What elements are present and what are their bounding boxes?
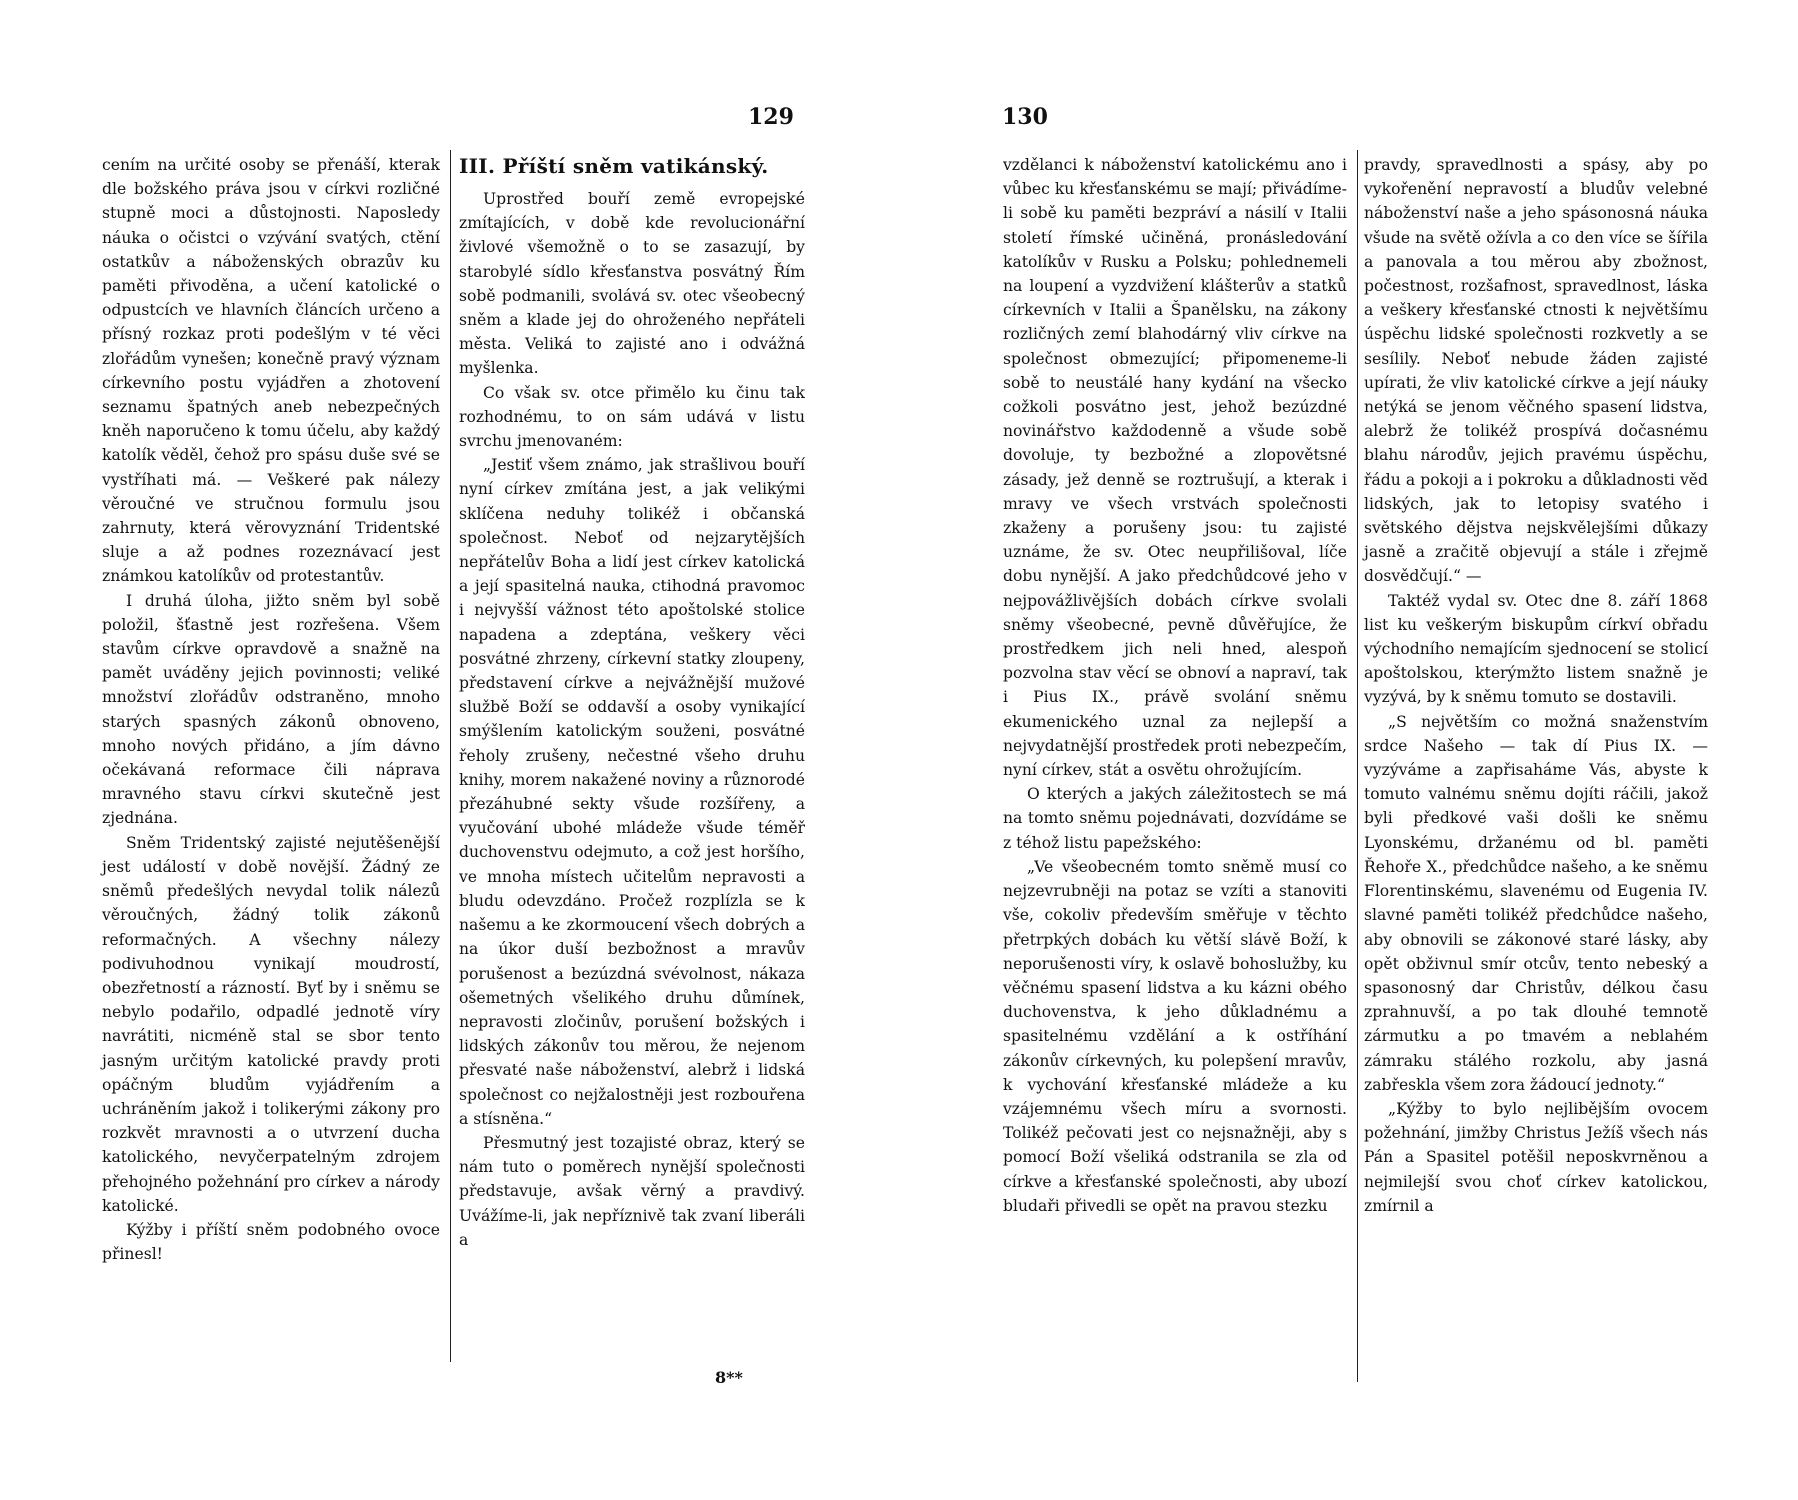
paragraph: Taktéž vydal sv. Otec dne 8. září 1868 list ku veškerým biskupům církví obřadu východního nemajícím sjednocení se stolicí apoštolskou, kterýmžto listem snažně je vyzývá, by k sněmu tomuto se dostavili.: [1364, 591, 1708, 707]
paragraph: „S největším co možná snaženstvím srdce Našeho — tak dí Pius IX. — vyzýváme a zapřisaháme Vás, abyste k tomuto valnému sněmu dojíti ráčili, jakož byli předkové vaši došli ke sněmu Lyonskému, držanému od bl. paměti Řehoře X., předchůdce našeho, a ke sněmu Florentinskému, slavenému od Eugenia IV. slavné paměti tolikéž předchůdce našeho, aby obnovili se zákonové staré lásky, aby opět obživnul smír otcův, tento nebeský a spasonosný dar Christův, délkou času zprahnuvší, a po tak dlouhé temnotě zármutku a po tmavém a neblahém zámraku stálého rozkolu, aby jasná zabřeskla všem zora žádoucí jednoty.“: [1364, 712, 1708, 1094]
signature-mark: 8**: [715, 1368, 743, 1387]
paragraph: Kýžby i příští sněm podobného ovoce přinesl!: [102, 1220, 440, 1264]
paragraph: cením na určité osoby se přenáší, kterak dle božského práva jsou v církvi rozličné stupně moci a důstojnosti. Naposledy náuka o očistci o vzývání svatých, ctění ostatkův a náboženských obrazův ku paměti přivoděna, a učení katolické o odpustcích ve hlavních článcích určeno a přísný rozkaz proti podešlým v té věci zlořádům vynešen; konečně pravý význam církevního postu vyjádřen a zhotovení seznamu špatných aneb nebezpečných kněh naporučeno k tomu účelu, aby každý katolík věděl, čehož pro spásu duše své se vystříhati má. — Veškeré pak nálezy věroučné ve stručnou formulu jsou zahrnuty, která věrovyznání Tridentské sluje a až podnes rozeznávací jest známkou katolíkův od protestantův.: [102, 156, 440, 586]
paragraph: Co však sv. otce přimělo ku činu tak rozhodnému, to on sám udává v listu svrchu jmenovaném:: [459, 383, 805, 451]
paragraph: O kterých a jakých záležitostech se má na tomto sněmu pojednávati, dozvídáme se z téhož listu papežského:: [1003, 785, 1347, 852]
page-number-right: 130: [1002, 104, 1048, 130]
page-number-left: 129: [748, 104, 794, 130]
paragraph: „Jestiť všem známo, jak strašlivou bouří nyní církev zmítána jest, a jak velikými sklíčena neduhy tolikéž i občanská společnost. Neboť od nejzarytějších nepřátelův Boha a lidí jest církev katolická a její spasitelná nauka, ctihodná pravomoc i nejvyšší vážnost této apoštolské stolice napadena a zdeptána, veškery věci posvátné zhrzeny, církevní statky zloupeny, představení církve a nejvážnější mužové službě Boží se oddavší a osoby vynikající smýšlením katolickým souženi, posvátné řeholy zrušeny, nečestné všeho druhu knihy, morem nakažené noviny a různorodé přezáhubné sekty všude rozšířeny, a vyučování ubohé mládeže všude téměř duchovenstvu odejmuto, a což jest horšího, ve mnoha místech učitelům nepravosti a bludu odevzdáno. Pročež rozplízla se k našemu a ke zkormoucení všech dobrých a na úkor duší bezbožnost a mravův porušenost a bezúzdná svévolnost, nákaza ošemetných všelikého druhu důmínek, nepravosti zločinův, porušení božských i lidských zákonův tou měrou, že nejenom přesvaté naše náboženství, alebrž i lidská společnost co nejžalostněji jest rozbouřena a stísněna.“: [459, 456, 805, 1128]
left-column-b: [459, 153, 805, 1252]
section-heading: III. Příští sněm vatikánský.: [459, 154, 769, 178]
right-column-b: [1364, 153, 1708, 1218]
paragraph: Uprostřed bouří země evropejské zmítajících, v době kde revolucionářní živlové všemožně o to se zasazují, by starobylé sídlo křesťanstva posvátný Řím sobě podmanili, svolává sv. otec všeobecný sněm a klade jej do ohroženého nepřáteli města. Veliká to zajisté ano i odvážná myšlenka.: [459, 190, 805, 378]
paragraph: vzdělanci k náboženství katolickému ano i vůbec ku křesťanskému se mají; přivádíme-li sobě ku paměti bezpráví a násilí v Italii století římské učiněná, pronásledování katolíkův v Rusku a Polsku; pohlednemeli na loupení a vyzdvižení klášterův a statků církevních v Italii a Španělsku, na zákony rozličných zemí blahodárný vliv církve na společnost obmezující; připomeneme-li sobě to neustálé hany kydání na všecko cožkoli posvátno jest, jehož bezúzdné novinářstvo každodenně a všude sobě dovoluje, ty bezbožné a zlopovětsné zásady, jež denně se roztrušují, a kterak i mravy ve všech vrstvách společnosti zkaženy a porušeny jsou: tu zajisté uznáme, že sv. Otec neupřilišoval, líče dobu nynější. A jako předchůdcové jeho v nejpovážlivějších dobách církve svolali sněmy všeobecné, pevně důvěřujíce, že prostředkem jich neli hned, alespoň pozvolna stav věcí se obnoví a napraví, tak i Pius IX., právě svolání sněmu ekumenického uznal za nejlepší a nejvydatnější prostředek proti nebezpečím, nyní církev, stát a osvětu ohrožujícím.: [1003, 156, 1347, 780]
paragraph: „Kýžby to bylo nejlibějším ovocem požehnání, jimžby Christus Ježíš všech nás Pán a Spasitel potěšil neposkvrněnou a nejmilejší svou choť církev katolickou, zmírnil a: [1364, 1099, 1708, 1215]
paragraph: Sněm Tridentský zajisté nejutěšenější jest událostí v době novější. Žádný ze sněmů předešlých nevydal tolik nálezů věroučných, žádný tolik zákonů reformačných. A všechny nálezy podivuhodnou vynikají moudrostí, obezřetností a rázností. Byť by i sněmu se nebylo podařilo, odpadlé jednotě víry navrátiti, nicméně stal se sbor tento jasným určitým katolické pravdy proti opáčným bludům vyjádřením a uchráněním jakož i tolikerými zákony pro rozkvět mravnosti a o utvrzení ducha katolického, nevyčerpatelným zdrojem přehojného požehnání pro církev a národy katolické.: [102, 833, 440, 1215]
column-divider: [1357, 150, 1358, 1382]
left-column-a: [102, 153, 440, 1266]
paragraph: pravdy, spravedlnosti a spásy, aby po vykořenění nepravostí a bludův velebné náboženství naše a jeho spásonosná náuka všude na světě ožívla a co den více se šířila a panovala a tou měrou aby zbožnost, počestnost, rozšafnost, spravedlnost, láska a veškery křesťanské ctnosti k největšímu úspěchu lidské společnosti rozkvetly a se sesílily. Neboť nebude žáden zajisté upírati, že vliv katolické církve a její náuky netýká se jenom věčného spasení lidstva, alebrž že tolikéž prospívá dočasnému blahu národův, jejich pravému úspěchu, řádu a pokoji a i pokroku a důkladnosti věd lidských, jak to letopisy svatého i světského dějstva nejskvělejšími důkazy jasně a zračitě objevují a stále i zřejmě dosvědčují.“ —: [1364, 156, 1708, 586]
paragraph: I druhá úloha, jižto sněm byl sobě položil, šťastně jest rozřešena. Všem stavům církve opravdově a snažně na pamět uváděny jejich povinnosti; veliké množství zlořádův odstraněno, mnoho starých spasných zákonů obnoveno, mnoho nových přidáno, a jím dávno očekávaná reformace čili náprava mravného stavu církvi skutečně jest zjednána.: [102, 591, 440, 828]
paragraph: Přesmutný jest tozajisté obraz, který se nám tuto o poměrech nynější společnosti představuje, avšak věrný a pravdivý. Uvážíme-li, jak nepříznivě tak zvaní liberáli a: [459, 1133, 805, 1249]
paragraph: „Ve všeobecném tomto sněmě musí co nejzevrubněji na potaz se vzíti a stanoviti vše, cokoliv především směřuje v těchto přetrpkých dobách ku větší slávě Boží, k neporušenosti víry, k oslavě bohoslužby, ku věčnému spasení lidstva a ku kázni obého duchovenstva, k jeho důkladnému a spasitelnému vzdělání a k ostříhání zákonův církevných, ku polepšení mravův, k vychování křesťanské mládeže a ku vzájemnému všech míru a svornosti. Tolikéž pečovati jest co nejsnažněji, aby s pomocí Boží všeliká odstranila se zla od církve a křesťanské společnosti, aby ubozí bludaři přivedli se opět na pravou stezku: [1003, 857, 1347, 1215]
column-divider: [450, 150, 451, 1362]
right-column-a: [1003, 153, 1347, 1218]
